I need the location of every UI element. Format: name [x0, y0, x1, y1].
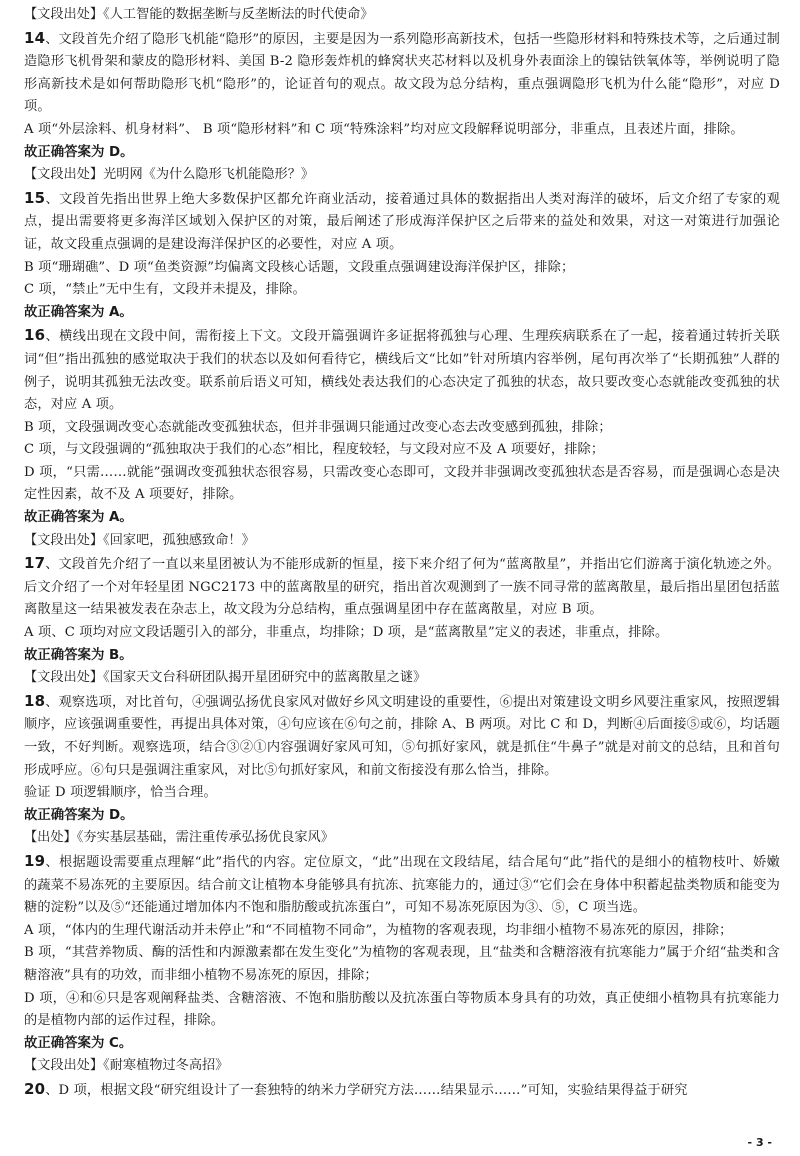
paragraph-text: 、文段首先介绍了一直以来星团被认为不能形成新的恒星，接下来介绍了何为“蓝离散星”，并指出它们游离于演化轨迹之外。后文介绍了一个对年轻星团 NGC2173 中的蓝离散星的研究，指出首次观测到了一族不同寻常的蓝离散星，最后指出星团包括蓝离散星这一结果被发表在杂志上，故文段为分总结构，重点强调星团中存在蓝离散星，对应 B 项。	[24, 557, 780, 618]
paragraph-text: A 项、C 项均对应文段话题引入的部分，非重点，均排除；D 项，是“蓝离散星”定义的表述，非重点，排除。	[24, 625, 669, 641]
answer-line: 故正确答案为 D。	[24, 144, 134, 160]
paragraph-text: A 项，“体内的生理代谢活动并未停止”和“不同植物不同命”，为植物的客观表现，均非细小植物不易冻死的原因，排除；	[24, 922, 733, 938]
question-explanation	[24, 552, 780, 622]
paragraph-text: B 项，文段强调改变心态就能改变孤独状态，但并非强调只能通过改变心态去改变感到孤独，排除；	[24, 419, 612, 435]
paragraph-text: A 项“外层涂料、机身材料”、 B 项“隐形材料”和 C 项“特殊涂料”均对应文段解释说明部分，非重点，且表述片面，排除。	[24, 121, 744, 137]
answer-line: 故正确答案为 D。	[24, 807, 134, 823]
option-analysis	[24, 942, 780, 987]
question-explanation	[24, 27, 780, 119]
option-analysis	[24, 439, 780, 462]
question-number: 20	[24, 1079, 46, 1098]
answer-line: 故正确答案为 A。	[24, 304, 133, 320]
answer-line: 故正确答案为 C。	[24, 1035, 133, 1051]
paragraph-text: D 项，“只需……就能”强调改变孤独状态很容易，只需改变心态即可，文段并非强调改变孤独状态是否容易，而是强调心态是决定性因素，故不及 A 项要好，排除。	[24, 464, 780, 503]
option-analysis	[24, 417, 780, 440]
question-explanation	[24, 324, 780, 416]
question-number: 17	[24, 554, 46, 573]
paragraph-text: D 项，④和⑥只是客观阐释盐类、含糖溶液、不饱和脂肪酸以及抗冻蛋白等物质本身具有的功效，真正使细小植物具有抗寒能力的是植物内部的运作过程，排除。	[24, 990, 780, 1029]
paragraph-text: C 项，与文段强调的“孤独取决于我们的心态”相比，程度较轻，与文段对应不及 A 项要好，排除；	[24, 442, 605, 458]
page-number: - 3 -	[747, 1136, 772, 1149]
paragraph-text: 、文段首先介绍了隐形飞机能“隐形”的原因，主要是因为一系列隐形高新技术，包括一些隐形材料和特殊技术等，之后通过制造隐形飞机骨架和蒙皮的隐形材料、美国 B-2 隐形轰炸机的蜂窝状夹芯材料以及机身外表面涂上的镍钴铁氧体等，举例说明了隐形高新技术是如何帮助隐形飞机“隐形”的，论证首句的观点。故文段为总分结构，重点强调隐形飞机为什么能“隐形”，对应 D 项。	[24, 31, 780, 115]
option-analysis	[24, 279, 780, 302]
paragraph-text: B 项“珊瑚礁”、D 项“鱼类资源”均偏离文段核心话题，文段重点强调建设海洋保护区，排除；	[24, 259, 575, 275]
paragraph-text: B 项，“其营养物质、酶的活性和内源激素都在发生变化”为植物的客观表现，且“盐类和含糖溶液有抗寒能力”属于介绍“盐类和含糖溶液”具有的功效，而非细小植物不易冻死的原因，排除；	[24, 945, 780, 983]
question-number: 15	[24, 188, 46, 207]
option-analysis	[24, 920, 780, 943]
answer-line: 故正确答案为 A。	[24, 510, 133, 526]
source-citation: 【文段出处】《耐寒植物过冬高招》	[24, 1058, 229, 1074]
question-explanation	[24, 850, 780, 920]
question-number: 18	[24, 691, 46, 710]
question-number: 19	[24, 851, 46, 870]
paragraph-text: 、D 项，根据文段“研究组设计了一套独特的纳米力学研究方法……结果显示……”可知，实验结果得益于研究	[45, 1082, 688, 1098]
paragraph-text: 、文段首先指出世界上绝大多数保护区都允许商业活动，接着通过具体的数据指出人类对海洋的破坏，后文介绍了专家的观点，提出需要将更多海洋区域划入保护区的对策，最后阐述了形成海洋保护区之后带来的益处和效果，对这一对策进行加强论证，故文段重点强调的是建设海洋保护区的必要性，对应 A 项。	[24, 191, 780, 252]
source-citation: 【出处】《夯实基层基础，需注重传承弘扬优良家风》	[24, 830, 334, 846]
source-citation: 【文段出处】《人工智能的数据垄断与反垄断法的时代使命》	[24, 7, 374, 22]
option-analysis	[24, 622, 780, 645]
question-explanation	[24, 1078, 780, 1103]
option-analysis	[24, 257, 780, 280]
option-analysis	[24, 782, 780, 805]
source-citation: 【文段出处】《回家吧，孤独感致命！》	[24, 532, 255, 548]
document-body	[24, 4, 780, 1103]
option-analysis	[24, 119, 780, 142]
paragraph-text: C 项，“禁止”无中生有，文段并未提及，排除。	[24, 282, 306, 298]
paragraph-text: 、观察选项，对比首句，④强调弘扬优良家风对做好乡风文明建设的重要性，⑥提出对策建设文明乡风要注重家风，按照逻辑顺序，应该强调重要性，再提出具体对策，④句应该在⑥句之前，排除 A、B 两项。对比 C 和 D，判断④后面接⑤或⑥，均话题一致，不好判断。观察选项，结合③②①内容强调好家风可知，⑤句抓好家风，就是抓住“牛鼻子”就是对前文的总结，且和首句形成呼应。⑥句只是强调注重家风，对比⑤句抓好家风，和前文衔接没有那么恰当，排除。	[24, 694, 780, 778]
option-analysis	[24, 988, 780, 1033]
source-citation: 【文段出处】《国家天文台科研团队揭开星团研究中的蓝离散星之谜》	[24, 670, 427, 686]
question-explanation	[24, 187, 780, 257]
paragraph-text: 、根据题设需要重点理解“此”指代的内容。定位原文，“此”出现在文段结尾，结合尾句“此”指代的是细小的植物枝叶、娇嫩的蔬菜不易冻死的主要原因。结合前文让植物本身能够具有抗冻、抗寒能力的，通过③“它们会在身体中积蓄起盐类物质和能变为糖的淀粉”以及⑤“还能通过增加体内不饱和脂肪酸或抗冻蛋白”，可知不易冻死原因为③、⑤，C 项当选。	[24, 854, 780, 916]
answer-line: 故正确答案为 B。	[24, 647, 133, 663]
paragraph-text: 验证 D 项逻辑顺序，恰当合理。	[24, 785, 217, 801]
question-number: 14	[24, 28, 46, 47]
question-explanation	[24, 690, 780, 782]
source-citation: 【文段出处】光明网《为什么隐形飞机能隐形？》	[24, 167, 315, 183]
question-number: 16	[24, 326, 46, 345]
option-analysis	[24, 462, 780, 507]
paragraph-text: 、横线出现在文段中间，需衔接上下文。文段开篇强调许多证据将孤独与心理、生理疾病联系在了一起，接着通过转折关联词“但”指出孤独的感觉取决于我们的状态以及如何看待它，横线后文“比如”针对所填内容举例，尾句再次举了“长期孤独”人群的例子，说明其孤独无法改变。联系前后语义可知，横线处表达我们的心态决定了孤独的状态，故只要改变心态就能改变孤独的状态，对应 A 项。	[24, 329, 780, 413]
